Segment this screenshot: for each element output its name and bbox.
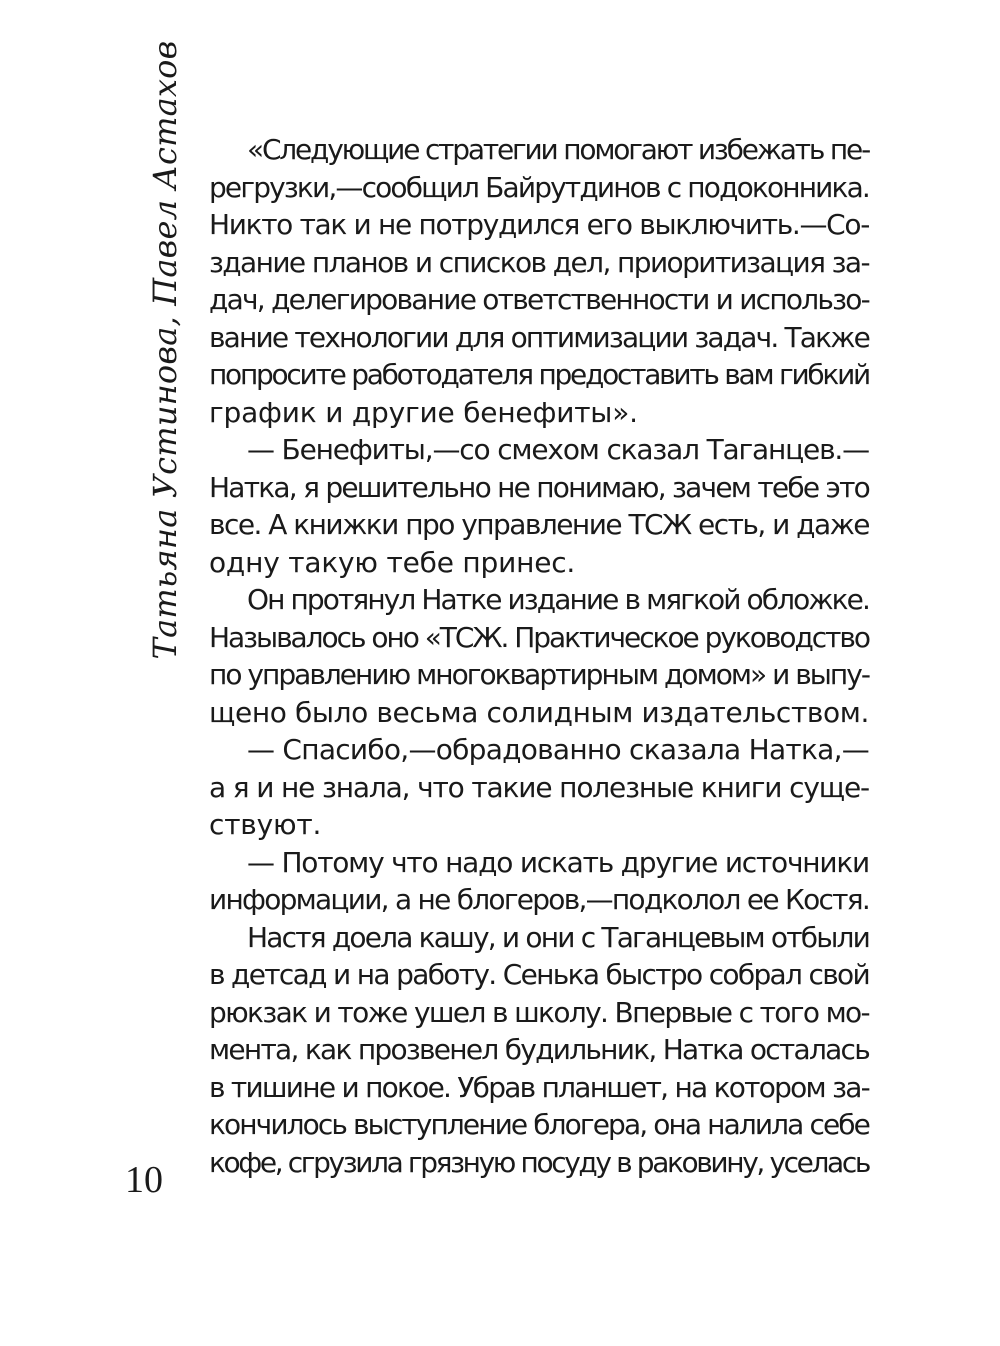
text-line: по управлению многоквартирным домом» и выпу- — [209, 658, 869, 691]
text-line: Натка, я решительно не понимаю, зачем тебе это — [209, 470, 869, 504]
text-line: мента, как прозвенел будильник, Натка осталась — [209, 1033, 869, 1066]
text-line: график и другие бенефиты». — [209, 395, 638, 429]
page-number: 10 — [125, 1159, 163, 1201]
text-line: «Следующие стратегии помогают избежать пе- — [247, 133, 869, 166]
text-line: ствуют. — [209, 808, 322, 841]
text-line: кончилось выступление блогера, она налила себе — [209, 1108, 869, 1141]
text-line: кофе, сгрузила грязную посуду в раковину, уселась — [209, 1145, 869, 1179]
text-line: рюкзак и тоже ушел в школу. Впервые с того мо- — [209, 995, 869, 1029]
text-line: а я и не знала, что такие полезные книги суще- — [209, 770, 869, 804]
text-line: одну такую тебе принес. — [209, 545, 576, 579]
text-line: Настя доела кашу, и они с Таганцевым отбыли — [247, 920, 869, 954]
text-line: регрузки,—сообщил Байрутдинов с подоконника. — [209, 170, 869, 204]
text-line: попросите работодателя предоставить вам гибкий — [209, 358, 869, 391]
text-line: дач, делегирование ответственности и использо- — [209, 283, 869, 316]
text-line: здание планов и списков дел, приоритизация за- — [209, 245, 869, 279]
text-line: Никто так и не потрудился его выключить.—Со- — [209, 208, 869, 241]
text-line: — Потому что надо искать другие источники — [247, 845, 869, 879]
text-line: — Спасибо,—обрадованно сказала Натка,— — [247, 733, 869, 766]
text-line: все. А книжки про управление ТСЖ есть, и даже — [209, 508, 869, 541]
text-line: информации, а не блогеров,—подколол ее Костя. — [209, 883, 869, 916]
running-head-text: Татьяна Устинова, Павел Астахов — [146, 40, 184, 660]
text-line: щено было весьма солидным издательством. — [209, 695, 869, 729]
text-line: вание технологии для оптимизации задач. Также — [209, 320, 869, 354]
text-line: в тишине и покое. Убрав планшет, на котором за- — [209, 1070, 869, 1104]
text-line: — Бенефиты,—со смехом сказал Таганцев.— — [247, 433, 869, 466]
body-text — [209, 131, 869, 1181]
text-line: в детсад и на работу. Сенька быстро собрал свой — [209, 958, 869, 991]
text-line: Называлось оно «ТСЖ. Практическое руководство — [209, 620, 869, 654]
text-line: Он протянул Натке издание в мягкой обложке. — [247, 583, 869, 616]
